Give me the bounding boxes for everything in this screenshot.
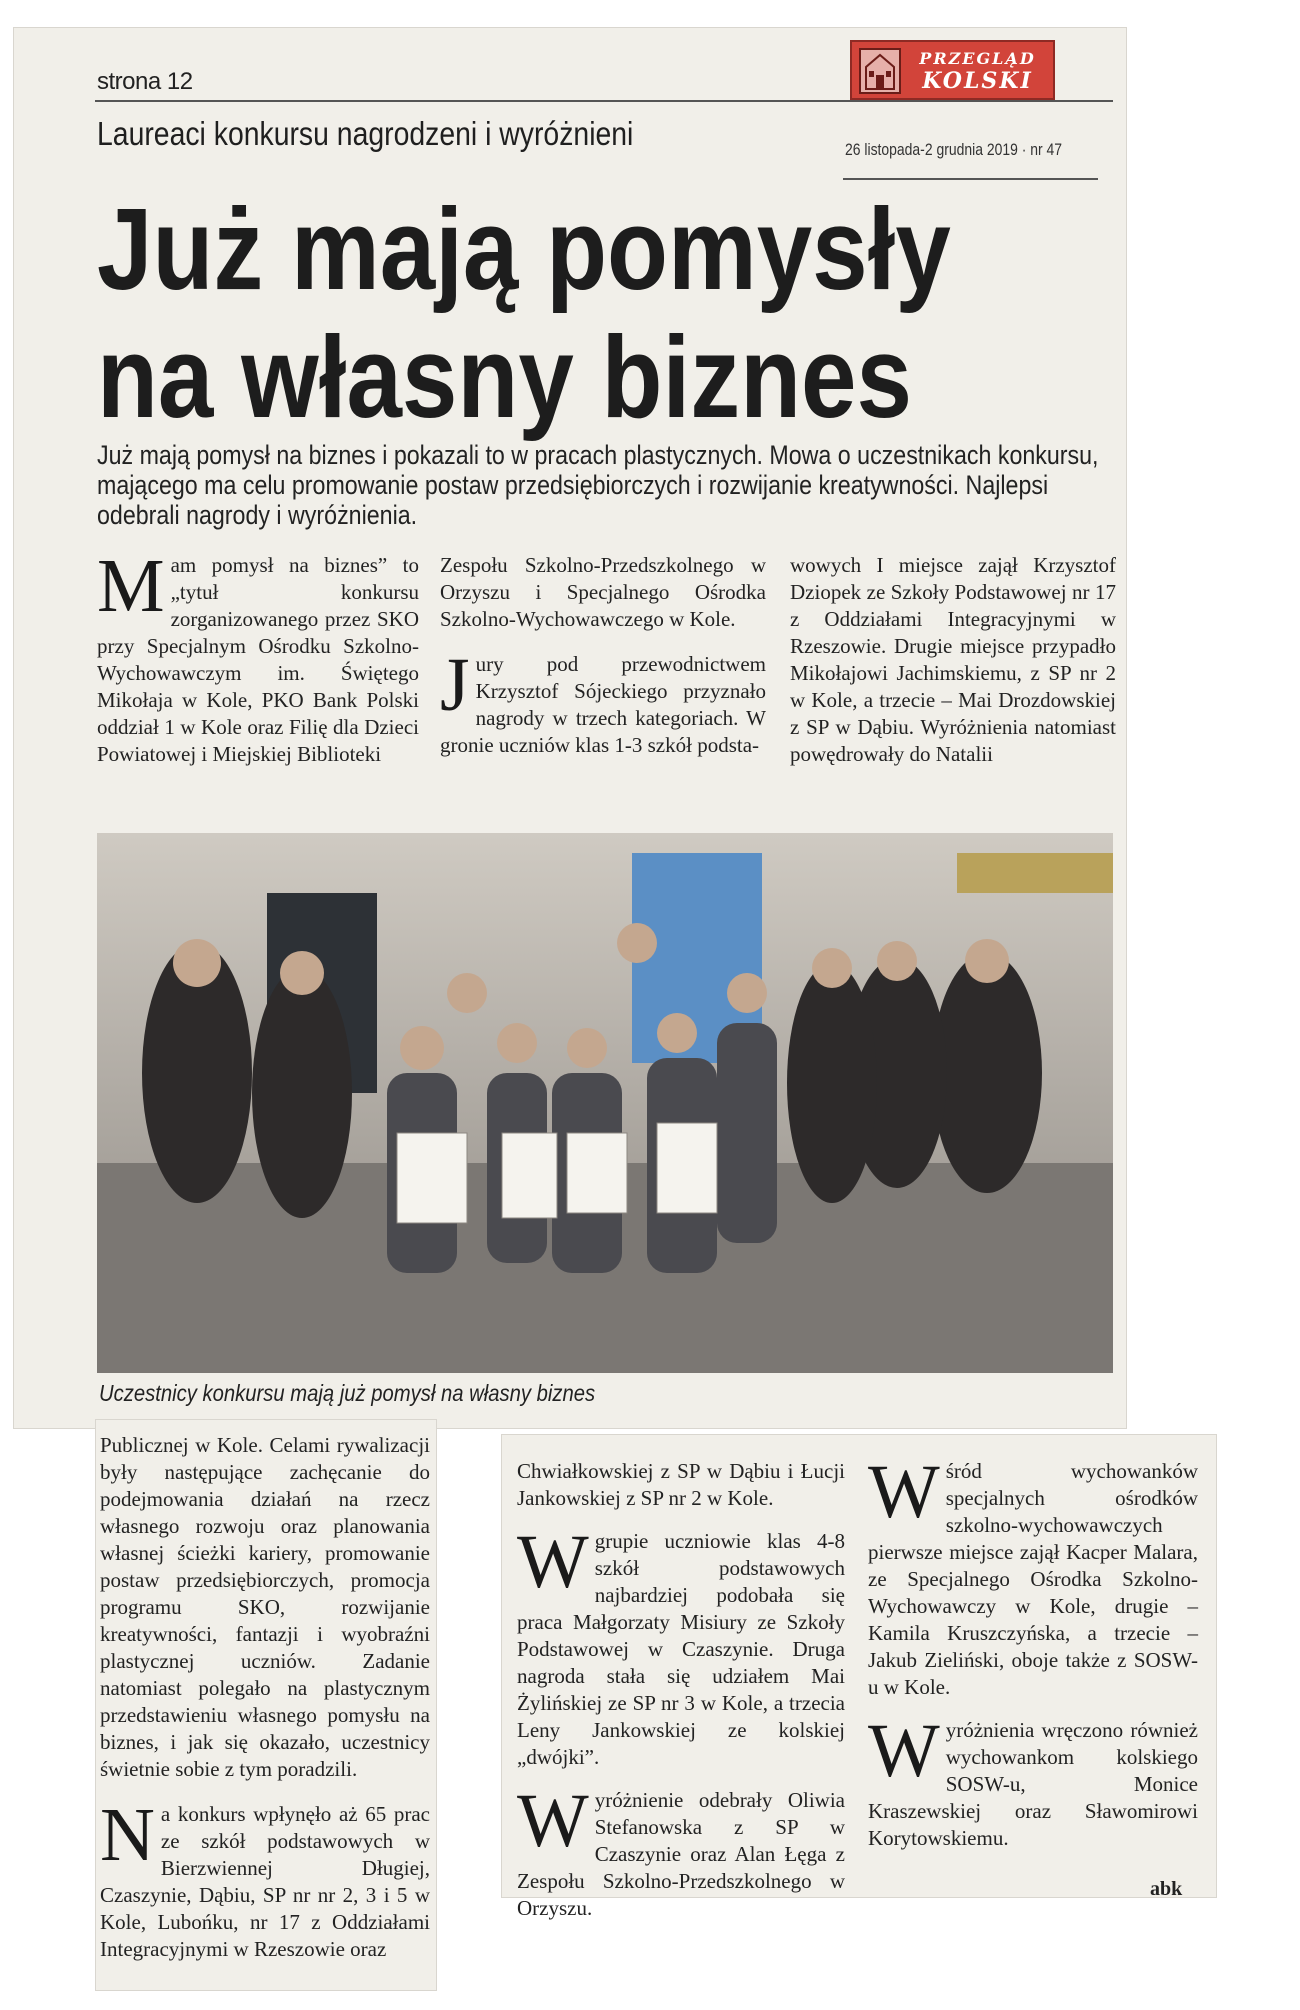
- column-4: [100, 1432, 430, 1971]
- author-signature: abk: [1150, 1878, 1183, 1900]
- headline-line-1: Już mają pomysły: [97, 184, 951, 314]
- drop-cap: W: [868, 1450, 940, 1534]
- column-text: ury pod przewodnictwem Krzysztof Sójeckiego przyznało nagrody w trzech kategoriach. W gronie uczniów klas 1-3 szkół podsta-: [440, 652, 766, 757]
- group-photo: [97, 833, 1113, 1373]
- logo-line-2: KOLSKI: [922, 68, 1033, 94]
- drop-cap: M: [97, 544, 165, 628]
- column-text: yróżnienie odebrały Oliwia Stefanowska z SP w Czaszynie oraz Alan Łęga z Zespołu Szkolno-Przedszkolnego w Orzyszu.: [517, 1788, 845, 1920]
- column-text: am pomysł na biznes” to „tytuł konkursu zorganizowanego przez SKO przy Specjalnym Ośrodku Szkolno-Wychowawczym im. Świętego Mikołaja w Kole, PKO Bank Polski oddział 1 w Kole oraz Filię dla Dzieci Powiatowej i Miejskiej Biblioteki: [97, 553, 419, 766]
- column-2: [440, 552, 766, 767]
- column-text: Publicznej w Kole. Celami rywalizacji były następujące zachęcanie do podejmowania działań na rzecz własnego rozwoju oraz planowania własnej ścieżki kariery, promowanie postaw przedsiębiorczych, promocja programu SKO, rozwijanie kreatywności, fantazji i wyobraźni plastycznej uczniów. Zadanie natomiast polegało na plastycznym przedstawieniu własnego pomysłu na biznes, i jak się okazało, uczestnicy świetnie sobie z tym poradzili.: [100, 1433, 430, 1781]
- kicker: Laureaci konkursu nagrodzeni i wyróżnieni: [97, 115, 634, 152]
- column-text: grupie uczniowie klas 4-8 szkół podstawowych najbardziej podobała się praca Małgorzaty Misiury ze Szkoły Podstawowej w Czaszynie. Druga nagroda stała się udziałem Mai Żylińskiej ze SP nr 3 w Kole, a trzecia Leny Jankowskiej ze kolskiej „dwójki”.: [517, 1529, 845, 1769]
- header-rule: [95, 100, 1113, 102]
- drop-cap: W: [517, 1520, 589, 1604]
- column-text: Zespołu Szkolno-Przedszkolnego w Orzyszu i Specjalnego Ośrodka Szkolno-Wychowawczego w Kole.: [440, 553, 766, 631]
- column-text: Chwiałkowskiej z SP w Dąbiu i Łucji Jankowskiej z SP nr 2 w Kole.: [517, 1459, 845, 1510]
- column-6: [868, 1450, 1198, 1860]
- photo-caption: Uczestnicy konkursu mają już pomysł na własny biznes: [99, 1380, 596, 1406]
- page-number: strona 12: [97, 68, 193, 95]
- column-text: śród wychowanków specjalnych ośrodków szkolno-wychowawczych pierwsze miejsce zajął Kacper Malara, ze Specjalnego Ośrodka Szkolno-Wychowawczy w Kole, drugie – Kamila Kruszczyńska, a trzecie – Jakub Zieliński, oboje także z SOSW-u w Kole.: [868, 1459, 1198, 1699]
- column-5: [517, 1458, 845, 1930]
- logo-line-1: PRZEGLĄD: [919, 49, 1036, 68]
- drop-cap: W: [517, 1779, 589, 1863]
- drop-cap: N: [100, 1793, 155, 1877]
- newspaper-logo: [850, 40, 1055, 100]
- group-photo-illustration: [97, 833, 1113, 1373]
- issue-rule: [843, 178, 1098, 180]
- column-text: a konkurs wpłynęło aż 65 prac ze szkół podstawowych w Bierzwiennej Długiej, Czaszynie, Dąbiu, SP nr nr 2, 3 i 5 w Kole, Lubońku, nr 17 z Oddziałami Integracyjnymi w Rzeszowie oraz: [100, 1802, 430, 1961]
- drop-cap: W: [868, 1709, 940, 1793]
- drop-cap: J: [440, 643, 470, 727]
- column-text: wowych I miejsce zajął Krzysztof Dziopek ze Szkoły Podstawowej nr 17 z Oddziałami Integracyjnymi w Rzeszowie. Drugie miejsce przypadło Mikołajowi Jachimskiemu, z SP nr 2 w Kole, a trzecie – Mai Drozdowskiej z SP w Dąbiu. Wyróżnienia natomiast powędrowały do Natalii: [790, 553, 1116, 766]
- issue-date: 26 listopada-2 grudnia 2019 · nr 47: [845, 140, 1063, 159]
- headline-line-2: na własny biznes: [97, 312, 912, 442]
- lead-paragraph: Już mają pomysł na biznes i pokazali to w pracach plastycznych. Mowa o uczestnikach konkursu, mającego ma celu promowanie postaw przedsiębiorczych i rozwijanie kreatywności. Najlepsi odebrali nagrody i wyróżnienia.: [97, 440, 1099, 530]
- headline: [97, 185, 1043, 441]
- column-3: [790, 552, 1116, 776]
- column-1: [97, 544, 419, 776]
- town-hall-emblem-icon: [858, 45, 902, 95]
- column-text: yróżnienia wręczono również wychowankom kolskiego SOSW-u, Monice Kraszewskiej oraz Sławomirowi Korytowskiemu.: [868, 1718, 1198, 1850]
